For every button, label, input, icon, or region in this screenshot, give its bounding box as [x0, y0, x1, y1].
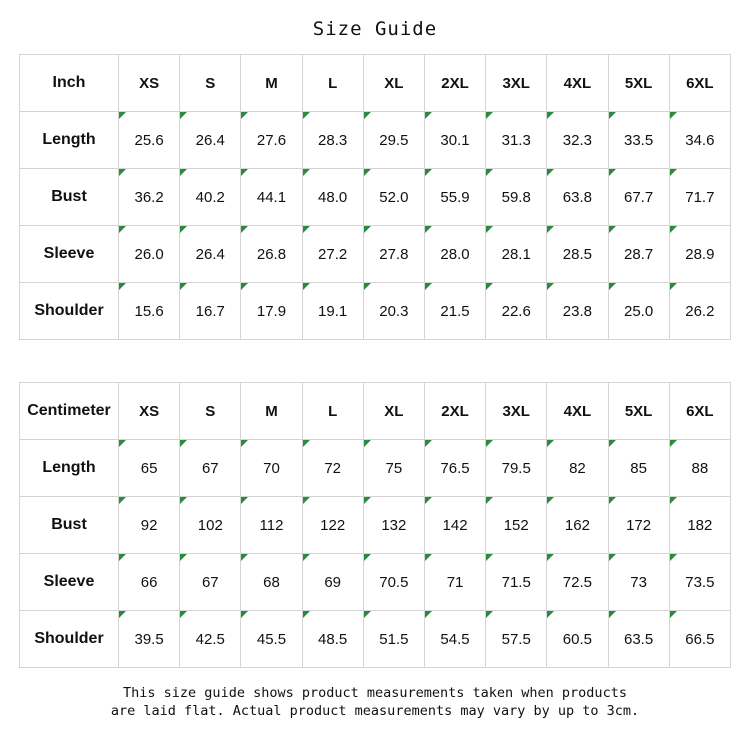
cell-sleeve-5xl: 73 — [608, 554, 669, 611]
cell-length-2xl: 76.5 — [424, 440, 485, 497]
cell-shoulder-5xl: 63.5 — [608, 611, 669, 668]
cell-sleeve-3xl: 28.1 — [486, 226, 547, 283]
cell-bust-s: 102 — [180, 497, 241, 554]
cell-sleeve-xs: 66 — [119, 554, 180, 611]
column-header-6xl: 6XL — [669, 55, 730, 112]
cell-sleeve-5xl: 28.7 — [608, 226, 669, 283]
cell-bust-2xl: 55.9 — [424, 169, 485, 226]
cell-sleeve-4xl: 28.5 — [547, 226, 608, 283]
cell-length-m: 27.6 — [241, 112, 302, 169]
row-header-shoulder: Shoulder — [20, 611, 119, 668]
column-header-2xl: 2XL — [424, 55, 485, 112]
column-header-3xl: 3XL — [486, 383, 547, 440]
footnote — [0, 668, 750, 720]
cell-sleeve-xl: 27.8 — [363, 226, 424, 283]
footnote-line-2: are laid flat. Actual product measurements may vary by up to 3cm. — [110, 703, 640, 719]
cell-shoulder-l: 48.5 — [302, 611, 363, 668]
column-header-4xl: 4XL — [547, 55, 608, 112]
unit-label-centimeter: Centimeter — [20, 383, 119, 440]
cell-length-3xl: 79.5 — [486, 440, 547, 497]
cell-sleeve-m: 26.8 — [241, 226, 302, 283]
cell-sleeve-4xl: 72.5 — [547, 554, 608, 611]
cell-length-s: 26.4 — [180, 112, 241, 169]
cell-sleeve-l: 27.2 — [302, 226, 363, 283]
table-row — [20, 554, 731, 611]
cell-sleeve-3xl: 71.5 — [486, 554, 547, 611]
column-header-s: S — [180, 55, 241, 112]
row-header-length: Length — [20, 112, 119, 169]
cell-bust-xs: 36.2 — [119, 169, 180, 226]
cell-sleeve-s: 26.4 — [180, 226, 241, 283]
row-header-bust: Bust — [20, 497, 119, 554]
cell-shoulder-s: 42.5 — [180, 611, 241, 668]
cell-length-2xl: 30.1 — [424, 112, 485, 169]
cell-length-s: 67 — [180, 440, 241, 497]
cell-shoulder-4xl: 23.8 — [547, 283, 608, 340]
table-row — [20, 440, 731, 497]
cell-shoulder-s: 16.7 — [180, 283, 241, 340]
cell-bust-3xl: 152 — [486, 497, 547, 554]
cell-bust-xl: 52.0 — [363, 169, 424, 226]
table-spacer — [0, 340, 750, 382]
cell-length-xs: 65 — [119, 440, 180, 497]
cell-sleeve-2xl: 28.0 — [424, 226, 485, 283]
cell-length-5xl: 33.5 — [608, 112, 669, 169]
size-table-centimeter — [19, 382, 731, 668]
cell-bust-m: 44.1 — [241, 169, 302, 226]
cell-bust-3xl: 59.8 — [486, 169, 547, 226]
cell-sleeve-xl: 70.5 — [363, 554, 424, 611]
cell-shoulder-xs: 39.5 — [119, 611, 180, 668]
cell-bust-xs: 92 — [119, 497, 180, 554]
column-header-l: L — [302, 383, 363, 440]
cell-shoulder-xl: 51.5 — [363, 611, 424, 668]
cell-bust-6xl: 182 — [669, 497, 730, 554]
row-header-sleeve: Sleeve — [20, 226, 119, 283]
column-header-xl: XL — [363, 55, 424, 112]
row-header-length: Length — [20, 440, 119, 497]
cell-bust-2xl: 142 — [424, 497, 485, 554]
cell-bust-4xl: 63.8 — [547, 169, 608, 226]
column-header-xs: XS — [119, 55, 180, 112]
row-header-shoulder: Shoulder — [20, 283, 119, 340]
cell-shoulder-3xl: 57.5 — [486, 611, 547, 668]
column-header-xl: XL — [363, 383, 424, 440]
table-row — [20, 112, 731, 169]
cell-length-4xl: 82 — [547, 440, 608, 497]
table-header-row — [20, 383, 731, 440]
cell-bust-l: 122 — [302, 497, 363, 554]
column-header-4xl: 4XL — [547, 383, 608, 440]
cell-bust-5xl: 67.7 — [608, 169, 669, 226]
table-row — [20, 226, 731, 283]
cell-length-4xl: 32.3 — [547, 112, 608, 169]
table-row — [20, 497, 731, 554]
cell-shoulder-xs: 15.6 — [119, 283, 180, 340]
cell-length-5xl: 85 — [608, 440, 669, 497]
cell-sleeve-s: 67 — [180, 554, 241, 611]
footnote-line-1: This size guide shows product measurements taken when products — [123, 685, 627, 701]
column-header-xs: XS — [119, 383, 180, 440]
cell-shoulder-2xl: 21.5 — [424, 283, 485, 340]
column-header-m: M — [241, 383, 302, 440]
column-header-2xl: 2XL — [424, 383, 485, 440]
table-row — [20, 611, 731, 668]
cell-length-l: 72 — [302, 440, 363, 497]
cell-length-6xl: 34.6 — [669, 112, 730, 169]
row-header-sleeve: Sleeve — [20, 554, 119, 611]
cell-length-l: 28.3 — [302, 112, 363, 169]
column-header-s: S — [180, 383, 241, 440]
cell-length-6xl: 88 — [669, 440, 730, 497]
column-header-3xl: 3XL — [486, 55, 547, 112]
cell-shoulder-2xl: 54.5 — [424, 611, 485, 668]
cell-shoulder-6xl: 66.5 — [669, 611, 730, 668]
cell-sleeve-6xl: 28.9 — [669, 226, 730, 283]
cell-shoulder-5xl: 25.0 — [608, 283, 669, 340]
row-header-bust: Bust — [20, 169, 119, 226]
cell-sleeve-xs: 26.0 — [119, 226, 180, 283]
column-header-l: L — [302, 55, 363, 112]
cell-bust-6xl: 71.7 — [669, 169, 730, 226]
cell-shoulder-m: 45.5 — [241, 611, 302, 668]
column-header-6xl: 6XL — [669, 383, 730, 440]
table-row — [20, 169, 731, 226]
unit-label-inch: Inch — [20, 55, 119, 112]
cell-sleeve-2xl: 71 — [424, 554, 485, 611]
cell-length-3xl: 31.3 — [486, 112, 547, 169]
cell-shoulder-xl: 20.3 — [363, 283, 424, 340]
column-header-5xl: 5XL — [608, 383, 669, 440]
page-title: Size Guide — [312, 18, 438, 40]
cell-shoulder-6xl: 26.2 — [669, 283, 730, 340]
cell-sleeve-6xl: 73.5 — [669, 554, 730, 611]
cell-sleeve-l: 69 — [302, 554, 363, 611]
cell-bust-s: 40.2 — [180, 169, 241, 226]
size-table-inch — [19, 54, 731, 340]
table-row — [20, 283, 731, 340]
cell-sleeve-m: 68 — [241, 554, 302, 611]
cell-bust-xl: 132 — [363, 497, 424, 554]
cell-bust-l: 48.0 — [302, 169, 363, 226]
column-header-5xl: 5XL — [608, 55, 669, 112]
cell-shoulder-m: 17.9 — [241, 283, 302, 340]
cell-shoulder-4xl: 60.5 — [547, 611, 608, 668]
cell-bust-4xl: 162 — [547, 497, 608, 554]
cell-shoulder-3xl: 22.6 — [486, 283, 547, 340]
cell-bust-m: 112 — [241, 497, 302, 554]
cell-length-m: 70 — [241, 440, 302, 497]
cell-bust-5xl: 172 — [608, 497, 669, 554]
column-header-m: M — [241, 55, 302, 112]
table-header-row — [20, 55, 731, 112]
cell-length-xs: 25.6 — [119, 112, 180, 169]
cell-length-xl: 29.5 — [363, 112, 424, 169]
cell-length-xl: 75 — [363, 440, 424, 497]
cell-shoulder-l: 19.1 — [302, 283, 363, 340]
